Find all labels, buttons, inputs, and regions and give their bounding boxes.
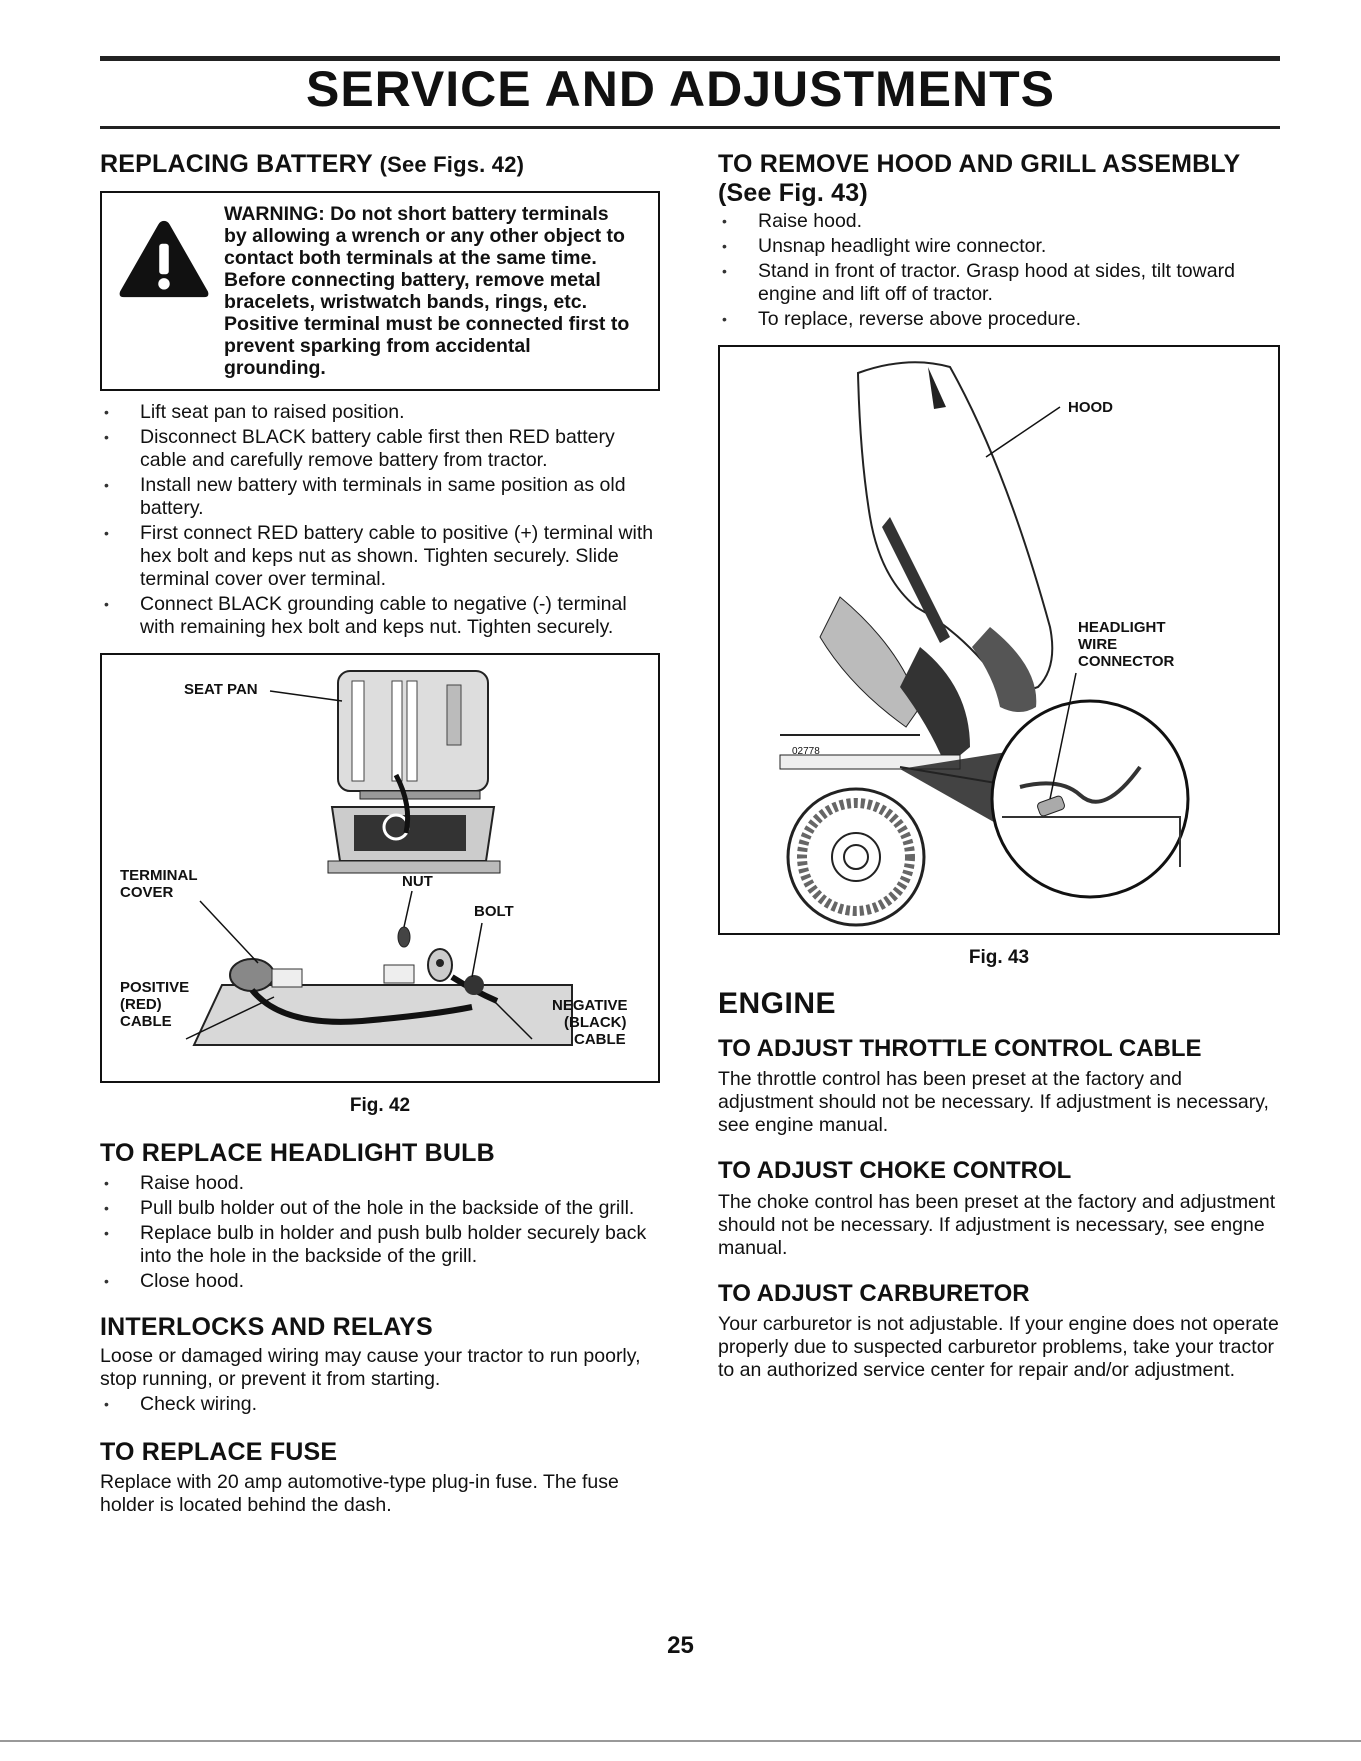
battery-heading-text: REPLACING BATTERY (100, 150, 373, 178)
list-item: • Disconnect BLACK battery cable first then RED battery cable and carefully remove battery from tractor. (100, 426, 660, 472)
label-hood: HOOD (1068, 398, 1113, 416)
headlight-steps (100, 1172, 660, 1293)
interlocks-text: Loose or damaged wiring may cause your tractor to run poorly, stop running, or prevent it from starting. (100, 1345, 641, 1391)
footer-rule (0, 1740, 1361, 1742)
label-nut: NUT (402, 872, 433, 890)
label-figure-code: 02778 (792, 745, 820, 757)
label-seat-pan: SEAT PAN (184, 680, 258, 698)
label-positive-1: POSITIVE (120, 978, 190, 996)
label-terminal-cover-2: COVER (120, 883, 174, 901)
hood-heading: TO REMOVE HOOD AND GRILL ASSEMBLY (718, 150, 1241, 178)
list-item: • Install new battery with terminals in same position as old battery. (100, 474, 660, 520)
figure-42 (100, 653, 660, 1083)
battery-warning-box (100, 191, 660, 391)
interlocks-heading: INTERLOCKS AND RELAYS (100, 1312, 433, 1341)
carburetor-heading: TO ADJUST CARBURETOR (718, 1279, 1030, 1307)
list-item: • Raise hood. (718, 210, 1280, 233)
label-headlight-1: HEADLIGHT (1078, 618, 1166, 636)
battery-heading-ref: (See Figs. 42) (379, 152, 525, 177)
battery-heading (100, 150, 660, 179)
label-terminal-cover-1: TERMINAL (120, 866, 198, 884)
label-bolt: BOLT (474, 902, 514, 920)
choke-heading: TO ADJUST CHOKE CONTROL (718, 1157, 1072, 1185)
throttle-text: The throttle control has been preset at the factory and adjustment should not be necessary. If adjustment is necessary, see engine manual. (718, 1068, 1269, 1137)
list-item: • Pull bulb holder out of the hole in the backside of the grill. (100, 1197, 660, 1220)
battery-warning-text: WARNING: Do not short battery terminals by allowing a wrench or any other object to contact both terminals at the same time. Before connecting battery, remove metal bracelets, wristwatch bands, rings, etc. Positive terminal must be connected first to prevent sparking from accidental grounding. (224, 202, 630, 379)
throttle-heading: TO ADJUST THROTTLE CONTROL CABLE (718, 1034, 1202, 1062)
hood-heading-ref: (See Fig. 43) (718, 178, 868, 207)
warning-triangle-icon (116, 217, 212, 301)
list-item: • Unsnap headlight wire connector. (718, 235, 1280, 258)
hood-drawing (820, 362, 1052, 767)
list-item: • Close hood. (100, 1270, 660, 1293)
battery-closeup-drawing (194, 927, 572, 1045)
page-title: SERVICE AND ADJUSTMENTS (305, 61, 1056, 117)
seat-pan-drawing (338, 671, 488, 799)
label-headlight-2: WIRE (1078, 635, 1118, 653)
list-item: • Stand in front of tractor. Grasp hood at sides, tilt toward engine and lift off of tractor. (718, 260, 1280, 306)
list-item: • Replace bulb in holder and push bulb holder securely back into the hole in the backside of the grill. (100, 1222, 660, 1268)
fuse-text: Replace with 20 amp automotive-type plug-in fuse. The fuse holder is located behind the dash. (100, 1471, 619, 1516)
title-rule-bottom (100, 126, 1280, 129)
hood-steps (718, 210, 1280, 331)
list-item: • Raise hood. (100, 1172, 660, 1195)
headlight-heading: TO REPLACE HEADLIGHT BULB (100, 1138, 495, 1167)
left-column (100, 150, 660, 1517)
engine-title: ENGINE (718, 986, 837, 1020)
list-item: • Check wiring. (100, 1393, 660, 1416)
hood-illustration (720, 347, 1278, 933)
list-item: • First connect RED battery cable to positive (+) terminal with hex bolt and keps nut as shown. Tighten securely. Slide terminal cover over terminal. (100, 522, 660, 591)
carburetor-text: Your carburetor is not adjustable. If your engine does not operate properly due to suspected carburetor problems, take your tractor to an authorized service center for repair and/or adjustment. (718, 1313, 1279, 1382)
figure-42-caption: Fig. 42 (349, 1094, 411, 1116)
battery-steps (100, 401, 660, 639)
fuse-heading: TO REPLACE FUSE (100, 1438, 338, 1467)
list-item: • Connect BLACK grounding cable to negative (-) terminal with remaining hex bolt and keps nut. Tighten securely. (100, 593, 660, 639)
list-item: • To replace, reverse above procedure. (718, 308, 1280, 331)
label-negative-3: CABLE (574, 1030, 626, 1048)
page-number: 25 (667, 1632, 694, 1659)
label-positive-3: CABLE (120, 1012, 172, 1030)
figure-43-caption: Fig. 43 (968, 946, 1030, 968)
label-positive-2: (RED) (120, 995, 162, 1013)
label-negative-2: (BLACK) (564, 1013, 627, 1031)
label-headlight-3: CONNECTOR (1078, 652, 1175, 670)
list-item: • Lift seat pan to raised position. (100, 401, 660, 424)
label-negative-1: NEGATIVE (552, 996, 628, 1014)
right-column (718, 150, 1280, 1382)
figure-43 (718, 345, 1280, 935)
interlocks-steps (100, 1393, 660, 1416)
choke-text: The choke control has been preset at the factory and adjustment should not be necessary. If adjustment is necessary, see engne manual. (718, 1190, 1276, 1259)
